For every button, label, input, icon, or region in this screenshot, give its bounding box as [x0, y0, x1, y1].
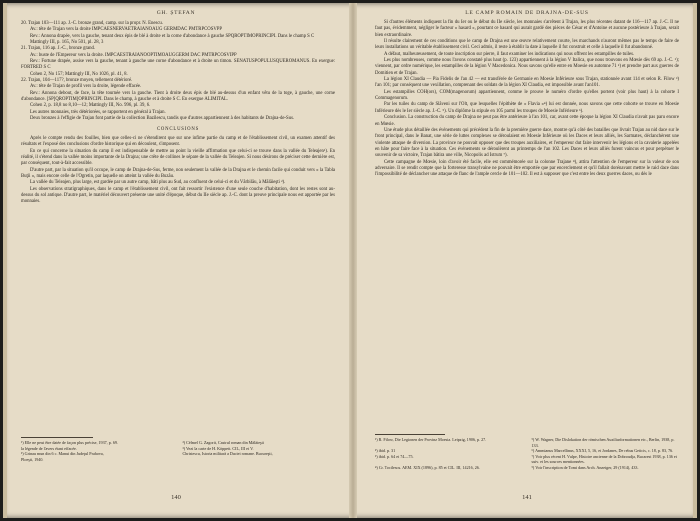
- paragraph: Les autres monnaies, très détériorées, se rapportent en général à Trajan.: [30, 109, 166, 115]
- footnote: ¹) R. Filow, Die Legionen der Provinz Moesia. Leipzig, 1906, p. 27.: [375, 437, 487, 442]
- paragraph: Si d'autres éléments indiquent la fin du Ier ou le début du IIe siècle, les monnaies s'arrêtent à Trajan, les plus récentes datant de 116—117 ap. J.-C. Il ne faut pas, évidemment, négliger le facteur « hasard », pourtant ce hasard qui aurait gardé des pièces de César et d'Antoine et aucune postérieure à Trajan, serait bien extraordinaire.: [375, 20, 679, 38]
- left-page: [3, 3, 349, 518]
- footnote: ¹) Elle ne peut être datée de façon plus précise, 1937, p. 69.: [21, 440, 118, 445]
- page-number: 141: [522, 494, 532, 501]
- footnote: ⁷) Voir plus récent H. Vulpe, Histoire ancienne de la Dobroudja, Bucarest 1938, p. 136 et suiv. et les sources mentionnées.: [531, 453, 677, 464]
- paragraph: Rev.: Annona drapée, vers la gauche, tenant deux épis de blé à droite et la corne d'abondance à gauche SPQROPTIMOPRINCIPI. Dans le champ S C: [30, 33, 315, 39]
- footnote-rule: [375, 434, 445, 435]
- paragraph: Av.: tête de Trajan vers la droite IMPCAESNERVAETRAIANOAUG GERMDAC PMTRPCOSVPP: [30, 27, 223, 33]
- paragraph: Les estampilles COH(ors), COM(magenorum) appartiennent, comme le prouve le numéro d'ordre qu'elles portent (voir plus haut) à la cohorte I Commagenorum.: [375, 89, 679, 102]
- citation: Mattingly III, p. 165, No 501, pl. 28, 3: [30, 40, 104, 46]
- paragraph: Av.: buste de l'Empereur vers la droite. IMPCAESTRAIANOOPTIMOAUGGERM DAC PMTRPCOSVIPP: [30, 52, 237, 58]
- paragraph: Une étude plus détaillée des événements qui précédent la fin de la première guerre dace, montre qu'à côté des batailles que livrait Trajan au nid dace sur le front principal, dans le Banat, une série de luttes complexes se déroulaient en Moesie Inférieure où les Daces et leurs alliés, les Sarmates, déclanchèrent une violente attaque de diversion. La province ne pouvait opposer que des troupes auxiliaires, et l'empereur dut faire intervenir les légions et la cavalerie appelées en hâte pour faire face à la situation. Ces événements se déroulèrent au printemps de l'an 102. Les Daces et leurs alliés furent vaincus et pour perpétuer le souvenir de sa victoire, Trajan bâtira une ville, Nicopolis ad Istrum ⁷).: [375, 127, 679, 159]
- paragraph: En ce qui concerne la situation du camp il est indispensable de mettre au point la vieille affirmation que celui-ci se trouve dans la vallée du Teleajen¹). En réalité, il s'étend dans la vallée moins importante de la Drajna; une crête de collines le sépare de la vallée du Teleajen. Si nous désirons de préciser cette dernière est, par conséquent, tout-à-fait accessible.: [21, 148, 335, 167]
- footnote: ²) ibid. p. 31: [375, 448, 396, 453]
- paragraph: Rev.: Fortune drapée, assise vers la gauche, tenant à gauche une corne d'abondance et à droite un timon. SENATUSPOPULUSQUEROMANUS. En exergue: FORTRED S C: [21, 59, 335, 71]
- paragraph: Cette campagne de Mœsie, loin d'avoir été facile, elle est commémorée sur la colonne Trajane ⁸), attira l'attention de l'empereur sur la valeur de son adversaire. Il se rendit compte que la forteresse transylvaine ne pouvait être emportée que par encerclement et qu'il fallait dorénavant mettre le raid dace dans l'impossibilité de déclancher une attaque de flanc de l'ample cercle de 101—102. Il est à supposer que c'est entre les deux guerres daces, ou dès le: [375, 159, 679, 178]
- footnote: ³) Grinau mun din 6 c. Manui din Judeţul Prahova,: [21, 451, 104, 456]
- paragraph: La vallée du Teleajen, plus large, est gardée par un autre camp, bâti plus au Sud, au confluent de celui-ci et du Vărbilău, à Mălăieşti ²).: [30, 180, 286, 186]
- page-number: 140: [171, 494, 181, 501]
- footnote: Christescu, Istoria militară a Daciei romane. Bucureşti,: [182, 451, 273, 456]
- footnote: ⁵) Voir l'inscription de Tomi dans Arch. Anzeiger, 29 (1914), 433.: [531, 464, 639, 470]
- footnote: ²) Cèlmel G. Zagorit, Castrul roman din Mălăieşti: [182, 440, 264, 445]
- right-running-header: LE CAMP ROMAIN DE DRAJNA-DE-SUS: [465, 10, 589, 16]
- footnote: ⁵) W. Wagner, Die Dislokation der römischen Auxiliarformationen etc., Berlin, 1938, p. 133.: [531, 437, 675, 448]
- paragraph: La légion XI Claudia — Pia Fidelis de l'an 42 — est transférée de Germanie en Moesie Inférieure sous Trajan, stationnée avant 114 et selon R. Filow ³) l'an 101; par conséquent une vexillation, comprenant des soldats de la légion XI Claudia, est impossible avant l'an101.: [375, 77, 679, 89]
- paragraph: Les plus nombreuses, comme nous l'avons constaté plus haut (p. 123) appartiennent à la légion V Italica, que nous trouvons en Mœsie dès 69 ap. J.-C. ¹); viennent, par ordre numérique, les estampilles de la légion V Macedonica. Nous savons qu'elle entre en Moesie en automne 71 ²) et prendre part aux guerres de Domitien et de Trajan.: [375, 58, 679, 76]
- paragraph: Par les tuiles du camp de Slăveni sur l'Olt, que lesquelles l'épithète de « Flavia »⁴) lui est donnée, nous savons que cette cohorte se trouve en Moesie Inférieure dès le Ier siècle ap. J.-C. ⁵). Un diplôme la stipule en 105 parmi les troupes de Moesie Inférieure ⁶).: [375, 102, 679, 114]
- paragraph: 20. Trajan 103—111 ap. J.-C. bronze grand, camp. sur la propr. N. Enescu.: [21, 21, 163, 26]
- citation: Cohen 2, No 157; Mattingly III, No 1026, pl. 41, 8.: [30, 71, 128, 77]
- paragraph: 21. Trajan, 116 ap. J.-C., bronze grand.: [21, 46, 96, 52]
- footnote-rule: [21, 437, 93, 438]
- footnote: ⁴) Cr. Tocilescu. AEM. XIX (1896), p. 85 et CIL. III, 14216, 26.: [375, 464, 480, 470]
- paragraph: Les observations stratigraphiques, dans le camp et l'établissement civil, ont fait ressortir l'existence d'une seule couche d'habitation, dont les restes sont au-dessus du sol antique. D'autre part, le matériel découvert présente une unité d'époque, début du IIe siècle ap. J.-C. dont la preuve principale nous est apportée par les monnaies.: [21, 186, 335, 205]
- book-gutter: [349, 3, 357, 518]
- paragraph: Av.: tête de Trajan de profil vers la droite, légende effacée.: [30, 84, 142, 90]
- paragraph: A défaut, malheureusement, de toute inscription sur pierre, il faut examiner les indications qui nous offrent les estampilles de tuiles.: [384, 51, 635, 57]
- footnote: la légende de l'avers étant effacée.: [21, 445, 77, 451]
- right-body-text: [375, 20, 679, 179]
- paragraph: Il résulte clairement de ces conditions que le camp de Drajna est une œuvre relativement courte, les marchands n'auront mêmes pas le temps de faire de leurs installations un véritable établissement civil. Ceci admis, il reste à établir la date à laquelle il fut construit et celle à laquelle il fut abandonné.: [375, 39, 679, 51]
- paragraph: Après le compte rendu des fouilles, bien que celles-ci ne s'étendirent que sur une infime partie du camp et de l'établissement civil, un examen attentif des résultats et l'exposé des conclusions d'ordre historique qui en découlent, s'imposent.: [21, 135, 335, 148]
- left-body-text: [21, 21, 335, 206]
- left-running-header: GH. ȘTEFAN: [156, 10, 196, 16]
- footnote: ³) Vezi la carte de H. Köppett. CIL, III et V.: [182, 445, 254, 451]
- citation: Cohen 2, p. 18,8 no 8,10—12; Mattingly III, No. 996, pl. 39, 6.: [30, 103, 151, 109]
- section-title: CONCLUSIONS: [156, 126, 200, 132]
- footnote: Ploeşti, 1940.: [21, 456, 44, 462]
- paragraph: D'autre part, par la situation qu'il occupe, le camp de Drajna-de-Sus, ferme, non seulement la vallée de la Drajna et le chemin facile qui conduit vers « la Tabla Buţii », mais encore celle de l'Ogretin, par laquelle on atteint la vallée du Buzău.: [21, 167, 335, 179]
- right-page: [357, 3, 697, 518]
- paragraph: Conclusion. La construction du camp de Drajna ne peut pas être antérieure à l'an 101, car, avant cette époque la légion XI Claudia n'avait pas paru encore en Mœsie.: [375, 115, 679, 127]
- book-spread: [3, 3, 697, 518]
- paragraph: Rev.: Annona debout, de face, la tête tournée vers la gauche. Tient à droite deux épis de blé au-dessus d'un enfant vêtu de la toge, à gauche, une corne d'abondance. [SP]QROPTIM[OPRINCIPI. Dans le champ, à gauche et à droite S C. En exergue ALIMITAL.: [21, 90, 335, 103]
- right-footnotes: [375, 437, 679, 470]
- footnote: ³) ibid. p. 64 et 74—75.: [375, 453, 414, 459]
- paragraph: Deux bronzes à l'effigie de Trajan font partie de la collection Bazilescu, tandis que d'autres appartiennent à des habitants de Drajna-de-Sus.: [30, 116, 295, 122]
- paragraph: 22. Trajan, 104—117?, bronze moyen, tellement détérioré.: [21, 78, 133, 84]
- left-footnotes: [21, 440, 335, 462]
- footnote: ⁶) Ammianus Marcellinus, XXXI, 5, 16, et Jordanes, De rebus Geticis, c. 18, p. 83, 76.: [531, 448, 674, 453]
